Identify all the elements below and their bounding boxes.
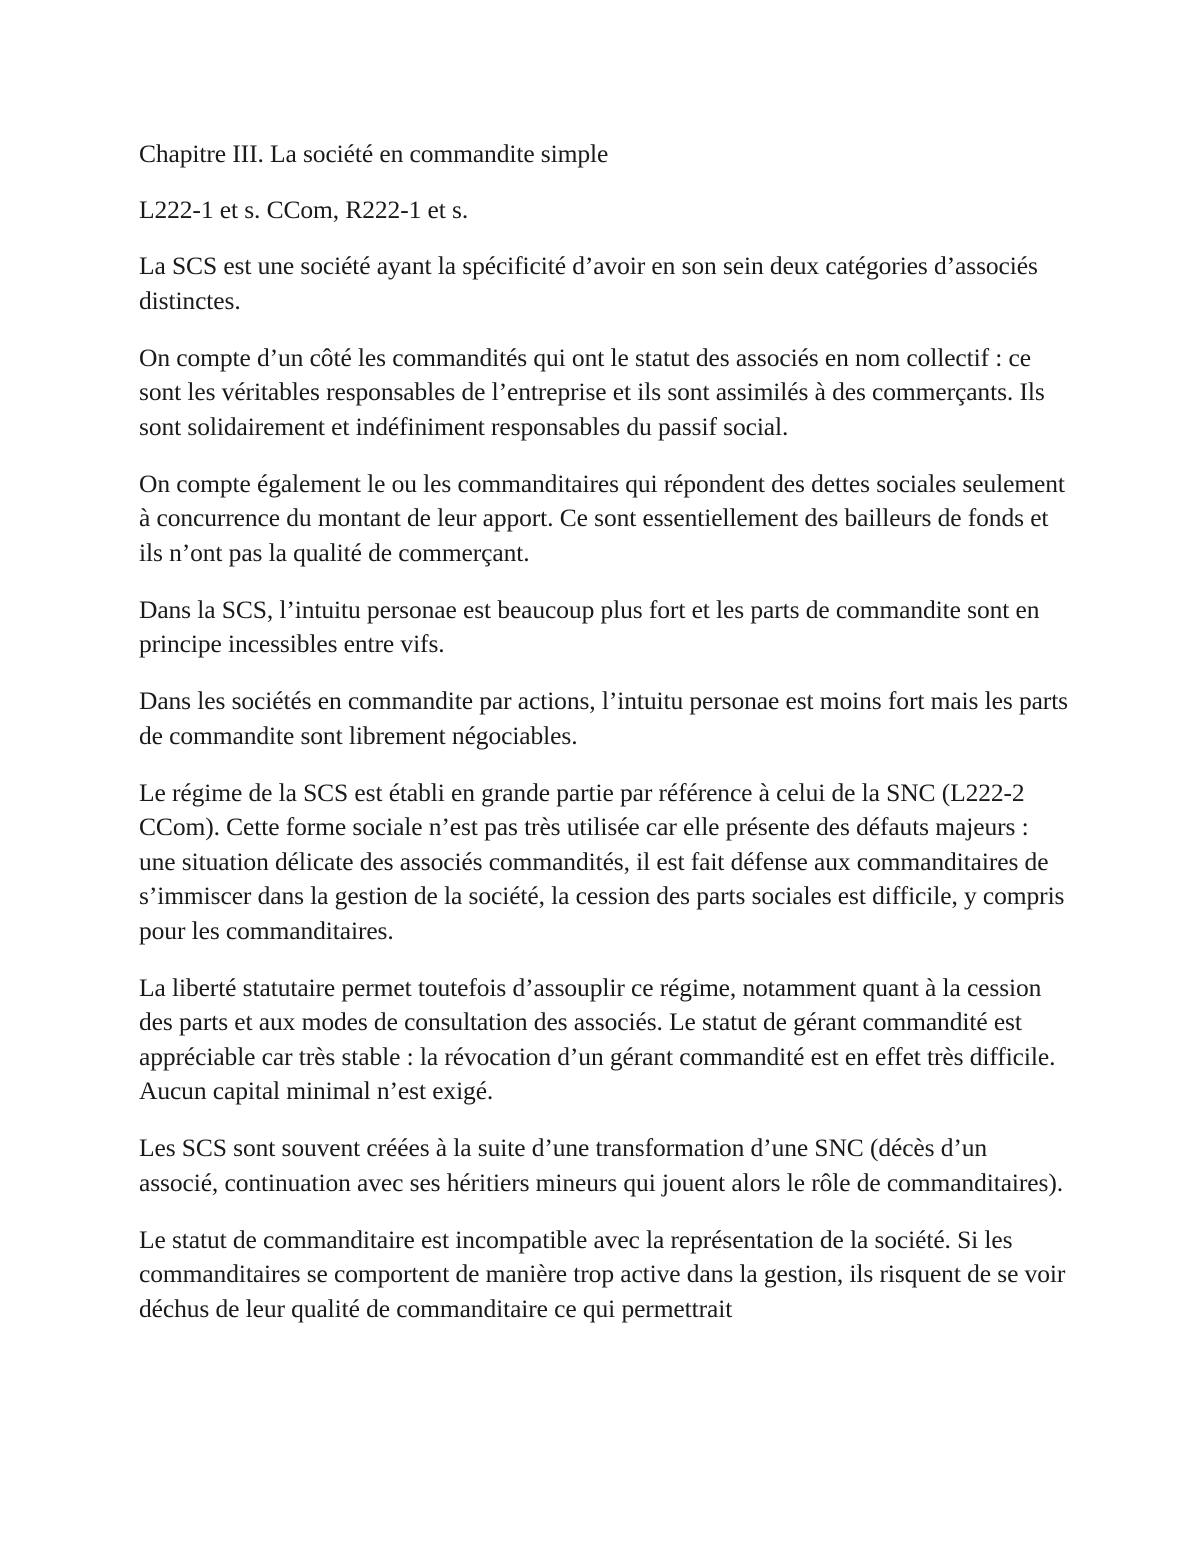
paragraph-scs-definition: La SCS est une société ayant la spécificité d’avoir en son sein deux catégories d’associés distinctes. — [139, 251, 1038, 315]
paragraph-liberte-statutaire: La liberté statutaire permet toutefois d’assouplir ce régime, notamment quant à la cession des parts et aux modes de consultation des associés. Le statut de gérant commandité est appréciable car très stable : la révocation d’un gérant commandité est en effet très difficile. Aucun capital minimal n’est exigé. — [139, 972, 1056, 1105]
paragraph-commanditaires: On compte également le ou les commanditaires qui répondent des dettes sociales seulement à concurrence du montant de leur apport. Ce sont essentiellement des bailleurs de fonds et ils n’ont pas la qualité de commerçant. — [139, 468, 1065, 567]
paragraph-intuitu-personae-scs: Dans la SCS, l’intuitu personae est beaucoup plus fort et les parts de commandite sont en principe incessibles entre vifs. — [139, 594, 1040, 658]
legal-reference: L222-1 et s. CCom, R222-1 et s. — [139, 195, 469, 224]
paragraph-commandite-par-actions: Dans les sociétés en commandite par actions, l’intuitu personae est moins fort mais les parts de commandite sont librement négociables. — [139, 686, 1069, 750]
document-body — [139, 137, 1069, 1349]
paragraph-regime: Le régime de la SCS est établi en grande partie par référence à celui de la SNC (L222-2 CCom). Cette forme sociale n’est pas très utilisée car elle présente des défauts majeurs : une situation délicate des associés commandités, il est fait défense aux commanditaires de s’immiscer dans la gestion de la société, la cession des parts sociales est difficile, y compris pour les commanditaires. — [139, 777, 1065, 945]
paragraph-statut-commanditaire: Le statut de commanditaire est incompatible avec la représentation de la société. Si les commanditaires se comportent de manière trop active dans la gestion, ils risquent de se voir déchus de leur qualité de commanditaire ce qui permettrait — [139, 1224, 1066, 1323]
paragraph-commandites: On compte d’un côté les commandités qui ont le statut des associés en nom collectif : ce sont les véritables responsables de l’entreprise et ils sont assimilés à des commerçants. Ils sont solidairement et indéfiniment responsables du passif social. — [139, 342, 1045, 441]
chapter-title: Chapitre III. La société en commandite simple — [139, 139, 609, 168]
paragraph-transformation-snc: Les SCS sont souvent créées à la suite d’une transformation d’une SNC (décès d’un associé, continuation avec ses héritiers mineurs qui jouent alors le rôle de commanditaires). — [139, 1133, 1063, 1197]
